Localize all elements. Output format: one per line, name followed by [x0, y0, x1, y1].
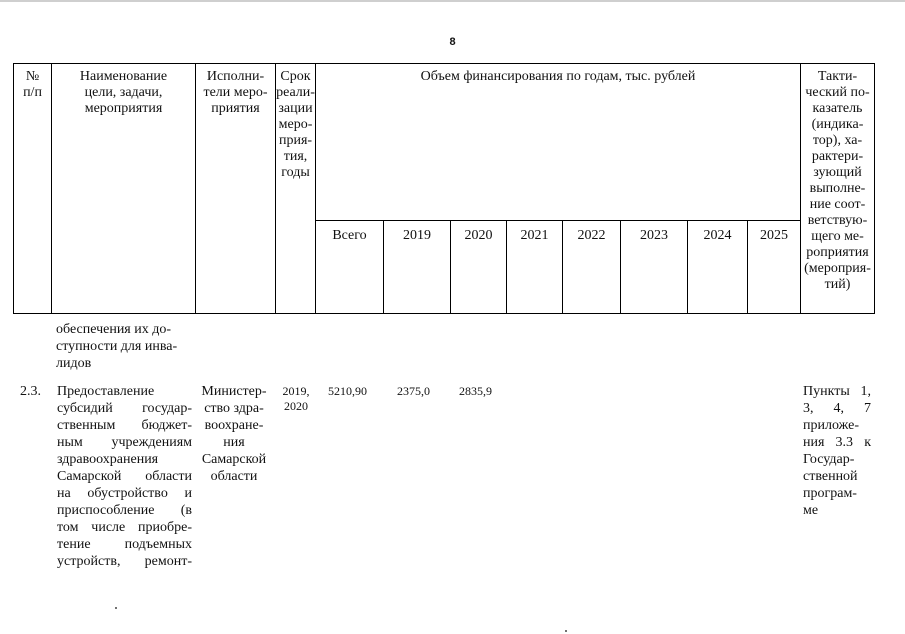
year-header: 2019 — [403, 228, 431, 243]
year-header: 2025 — [760, 228, 788, 243]
row-indicator-line: приложе- — [803, 418, 859, 433]
row-name-line: на обустройство и — [57, 486, 192, 501]
header-indicator: Такти- ческий по- казатель (индика- тор), ха- рактери- зующий выполне- ние соот- ветствую- щего ме- роприятия (мероприя- тий) — [804, 69, 871, 292]
row-number: 2.3. — [20, 384, 41, 399]
year-header: 2023 — [640, 228, 668, 243]
row-indicator-line: 3, 4, 7 — [803, 401, 871, 416]
funding-divider — [315, 220, 800, 221]
row-name-line: приспособление (в — [57, 503, 192, 518]
row-name-line: Самарской области — [57, 469, 192, 484]
row-name-line: ным учреждениям — [57, 435, 192, 450]
row-indicator-line: ния 3.3 к — [803, 435, 871, 450]
row-name — [57, 383, 192, 570]
page-top-edge — [0, 0, 905, 2]
row-name-line: ственным бюджет- — [57, 418, 192, 433]
header-num: № п/п — [23, 69, 42, 100]
year-header: 2022 — [577, 228, 606, 243]
row-name-line: том числе приобре- — [57, 520, 192, 535]
year-header: 2021 — [520, 228, 549, 243]
table-header — [13, 63, 875, 314]
row-indicator-line: Государ- — [803, 452, 855, 467]
row-indicator-line: програм- — [803, 486, 857, 501]
scan-speck — [115, 607, 117, 609]
header-executors: Исполни- тели меро- приятия — [203, 69, 268, 116]
row-indicator — [803, 383, 871, 519]
year-header: Всего — [332, 228, 367, 243]
column-divider — [315, 64, 316, 313]
row-indicator-line: ственной — [803, 469, 858, 484]
row-indicator-line: ме — [803, 503, 819, 518]
continuation-text: обеспечения их до- ступности для инва- лидов — [56, 322, 178, 371]
header-funding: Объем финансирования по годам, тыс. рублей — [420, 69, 696, 84]
row-2019: 2375,0 — [397, 384, 430, 398]
row-total: 5210,90 — [328, 384, 367, 398]
row-name-line: субсидий государ- — [57, 401, 192, 416]
scan-speck — [565, 630, 567, 632]
row-indicator-line: Пункты 1, — [803, 384, 871, 399]
year-header: 2024 — [703, 228, 732, 243]
row-name-line: Предоставление — [57, 384, 155, 399]
row-term: 2019, 2020 — [282, 384, 310, 413]
row-2020: 2835,9 — [459, 384, 492, 398]
header-term: Срок реали- зации меро- прия- тия, годы — [276, 69, 315, 180]
row-executor: Министер- ство здра- воохране- ния Самарской области — [201, 384, 267, 484]
year-header: 2020 — [464, 228, 493, 243]
row-name-line: тение подъемных — [57, 537, 192, 552]
page-number: 8 — [449, 36, 456, 48]
row-name-line: устройств, ремонт- — [57, 554, 192, 569]
row-name-line: здравоохранения — [57, 452, 159, 467]
header-name: Наименование цели, задачи, мероприятия — [79, 69, 168, 116]
